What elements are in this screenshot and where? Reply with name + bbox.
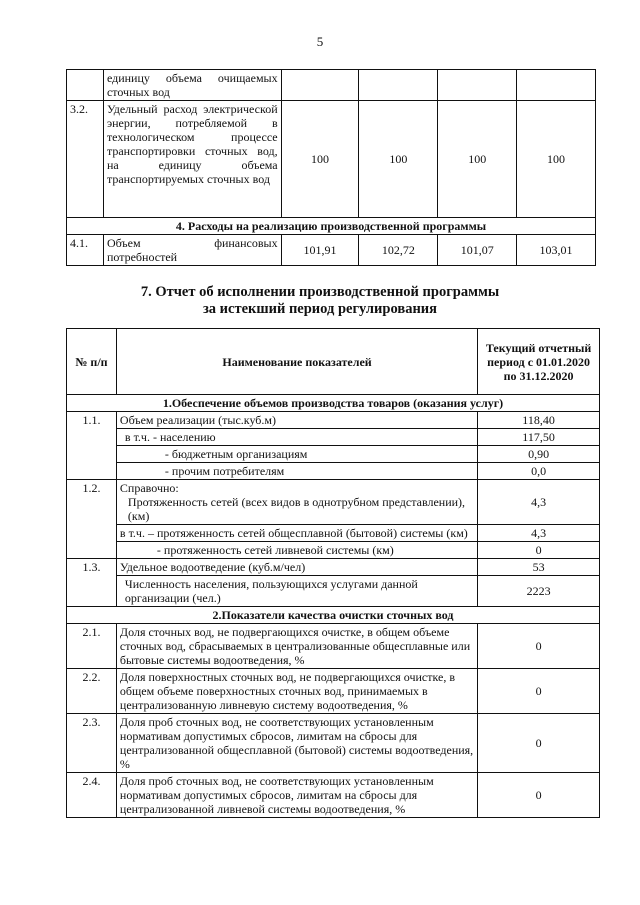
- value-cell: 0,90: [478, 446, 600, 463]
- value-cell: 100: [359, 101, 438, 218]
- value-cell: 2223: [478, 576, 600, 607]
- indicator-name: Объем финансовых потребностей: [103, 235, 281, 266]
- value-cell: 0,0: [478, 463, 600, 480]
- table-row: [67, 235, 596, 266]
- indicator-name: единицу объема очищаемых сточных вод: [103, 70, 281, 101]
- value-cell: 100: [517, 101, 596, 218]
- report-title-line2: за истекший период регулирования: [202, 301, 438, 317]
- section-heading: 2.Показатели качества очистки сточных вод: [67, 607, 600, 624]
- value-cell: [281, 70, 359, 101]
- table-row: [67, 542, 600, 559]
- indicator-name: [116, 480, 477, 525]
- row-number: 4.1.: [67, 235, 104, 266]
- value-cell: 4,3: [478, 480, 600, 525]
- row-number: [67, 70, 104, 101]
- value-cell: 102,72: [359, 235, 438, 266]
- value-cell: 0: [478, 669, 600, 714]
- value-cell: 100: [281, 101, 359, 218]
- value-cell: 0: [478, 773, 600, 818]
- value-cell: 103,01: [517, 235, 596, 266]
- table-row: [67, 412, 600, 429]
- value-cell: 100: [438, 101, 517, 218]
- table-row: [67, 559, 600, 576]
- column-header-number: № п/п: [67, 329, 117, 395]
- row-number: 2.1.: [67, 624, 117, 669]
- indicator-name: - прочим потребителям: [116, 463, 477, 480]
- reference-label: Справочно:: [119, 481, 179, 495]
- section-row: [67, 395, 600, 412]
- value-cell: 0: [478, 714, 600, 773]
- value-cell: 0: [478, 624, 600, 669]
- network-length-label: Протяженность сетей (всех видов в однотрубном представлении), (км): [127, 495, 466, 523]
- indicator-name: Объем реализации (тыс.куб.м): [116, 412, 477, 429]
- table-row: [67, 624, 600, 669]
- table-row: [67, 480, 600, 525]
- row-number: 3.2.: [67, 101, 104, 218]
- value-cell: 101,91: [281, 235, 359, 266]
- production-program-table: [66, 69, 596, 266]
- indicator-name: Доля сточных вод, не подвергающихся очистке, в общем объеме сточных вод, сбрасываемых в централизованные общесплавные или бытовые системы водоотведения, %: [116, 624, 477, 669]
- value-cell: 4,3: [478, 525, 600, 542]
- row-number: 2.2.: [67, 669, 117, 714]
- table-row: [67, 429, 600, 446]
- column-header-period: Текущий отчетный период с 01.01.2020 по 31.12.2020: [478, 329, 600, 395]
- row-number: 1.2.: [67, 480, 117, 559]
- table-row: [67, 463, 600, 480]
- table-row: [67, 101, 596, 218]
- indicator-name: Доля поверхностных сточных вод, не подвергающихся очистке, в общем объеме поверхностных сточных вод, принимаемых в централизованную ливневую систему водоотведения, %: [116, 669, 477, 714]
- table-row: [67, 773, 600, 818]
- indicator-name: Удельное водоотведение (куб.м/чел): [116, 559, 477, 576]
- row-number: 1.1.: [67, 412, 117, 480]
- page-number: 5: [316, 34, 324, 49]
- report-table: [66, 328, 600, 818]
- row-number: 1.3.: [67, 559, 117, 607]
- indicator-name: в т.ч. - населению: [116, 429, 477, 446]
- table-row: [67, 70, 596, 101]
- value-cell: 118,40: [478, 412, 600, 429]
- value-cell: [517, 70, 596, 101]
- row-number: 2.4.: [67, 773, 117, 818]
- column-header-name: Наименование показателей: [116, 329, 477, 395]
- table-row: [67, 669, 600, 714]
- value-cell: 101,07: [438, 235, 517, 266]
- indicator-name: Удельный расход электрической энергии, потребляемой в технологическом процессе транспортировки сточных вод, на единицу объема транспортируемых сточных вод: [103, 101, 281, 218]
- section-row: [67, 607, 600, 624]
- indicator-name: - бюджетным организациям: [116, 446, 477, 463]
- value-cell: 0: [478, 542, 600, 559]
- indicator-name: Доля проб сточных вод, не соответствующих установленным нормативам допустимых сбросов, лимитам на сбросы для централизованной ливневой системы водоотведения, %: [116, 773, 477, 818]
- row-number: 2.3.: [67, 714, 117, 773]
- section-row: [67, 218, 596, 235]
- value-cell: [359, 70, 438, 101]
- report-title-line1: 7. Отчет об исполнении производственной программы: [140, 284, 500, 300]
- header-row: [67, 329, 600, 395]
- value-cell: 53: [478, 559, 600, 576]
- indicator-name: в т.ч. – протяженность сетей общесплавной (бытовой) системы (км): [116, 525, 477, 542]
- table-row: [67, 714, 600, 773]
- indicator-name: Численность населения, пользующихся услугами данной организации (чел.): [116, 576, 477, 607]
- section-heading: 4. Расходы на реализацию производственной программы: [67, 218, 596, 235]
- value-cell: 117,50: [478, 429, 600, 446]
- table-row: [67, 446, 600, 463]
- table-row: [67, 525, 600, 542]
- indicator-name: - протяженность сетей ливневой системы (км): [116, 542, 477, 559]
- indicator-name: Доля проб сточных вод, не соответствующих установленным нормативам допустимых сбросов, лимитам на сбросы для централизованной общесплавной (бытовой) системы водоотведения, %: [116, 714, 477, 773]
- section-heading: 1.Обеспечение объемов производства товаров (оказания услуг): [67, 395, 600, 412]
- table-row: [67, 576, 600, 607]
- value-cell: [438, 70, 517, 101]
